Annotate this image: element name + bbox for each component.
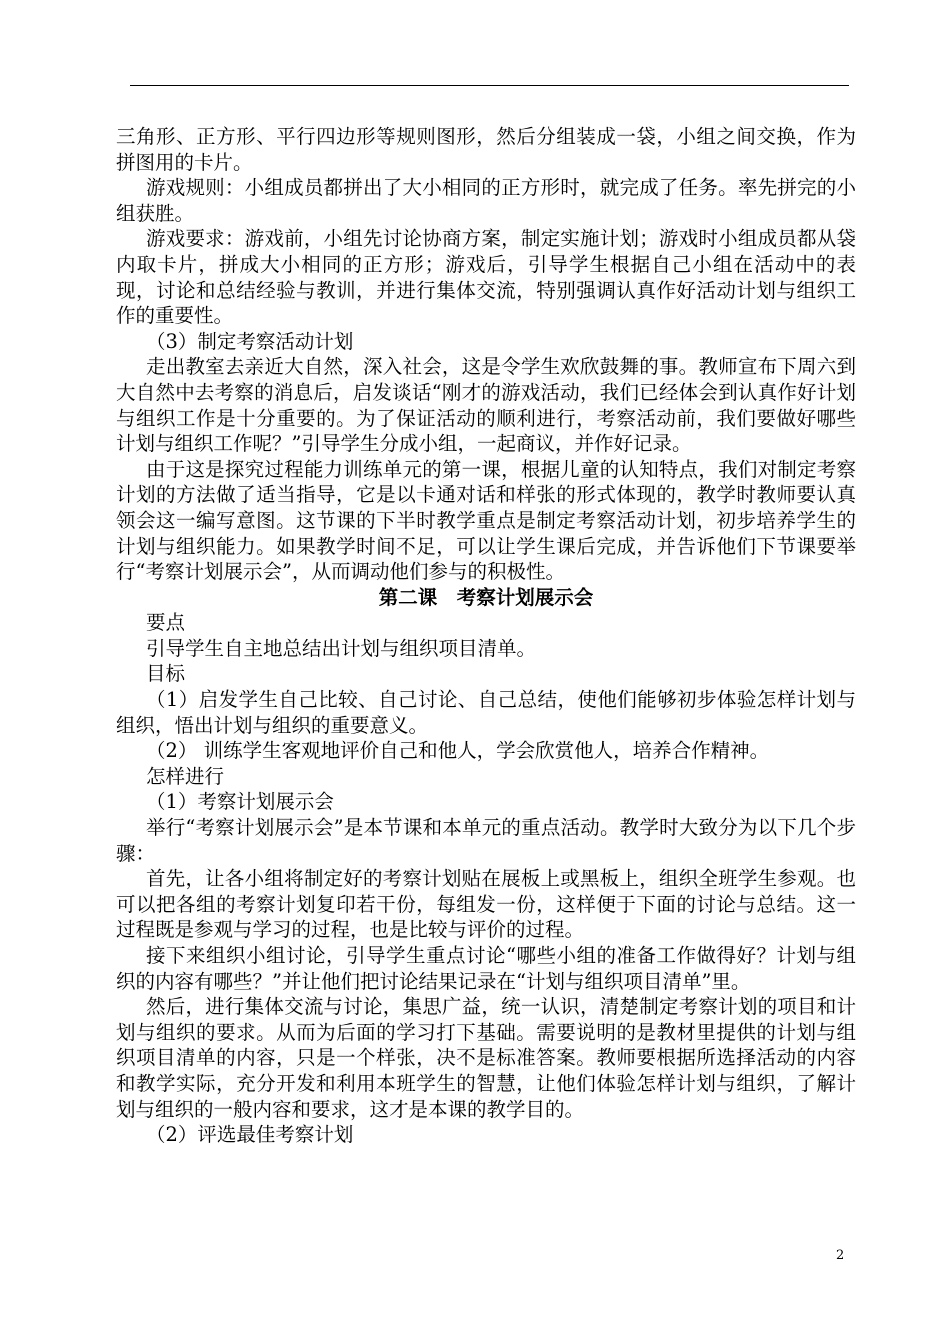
section-title-lesson-two: 第二课 考察计划展示会 (378, 585, 594, 609)
subheading-best-plan: （2）评选最佳考察计划 (146, 1123, 354, 1147)
paragraph-key-points: 引导学生自主地总结出计划与组织项目清单。 (146, 636, 537, 660)
document-body (116, 124, 856, 1148)
paragraph-goal-1: （1）启发学生自己比较、自己讨论、自己总结，使他们能够初步体验怎样计划与组织，悟出计划与组织的重要意义。 (116, 688, 856, 737)
label-how-to-proceed: 怎样进行 (146, 764, 225, 788)
paragraph-game-rules: 游戏规则：小组成员都拼出了大小相同的正方形时，就完成了任务。率先拼完的小组获胜。 (116, 176, 856, 225)
header-rule (130, 85, 849, 86)
paragraph-first-lesson-note: 由于这是探究过程能力训练单元的第一课，根据儿童的认知特点，我们对制定考察计划的方法做了适当指导，它是以卡通对话和样张的形式体现的，教学时教师要认真领会这一编写意图。这节课的下半时教学重点是制定考察活动计划，初步培养学生的计划与组织能力。如果教学时间不足，可以让学生课后完成，并告诉他们下节课要举行“考察计划展示会”，从而调动他们参与的积极性。 (116, 457, 856, 584)
paragraph-game-requirements: 游戏要求：游戏前，小组先讨论协商方案，制定实施计划；游戏时小组成员都从袋内取卡片，拼成大小相同的正方形；游戏后，引导学生根据自己小组在活动中的表现，讨论和总结经验与教训，并进行集体交流，特别强调认真作好活动计划与组织工作的重要性。 (116, 227, 856, 328)
paragraph-goal-2: （2） 训练学生客观地评价自己和他人，学会欣赏他人，培养合作精神。 (146, 739, 770, 763)
paragraph-exhibition-intro: 举行“考察计划展示会”是本节课和本单元的重点活动。教学时大致分为以下几个步骤： (116, 816, 856, 865)
paragraph-step-then: 然后，进行集体交流与讨论，集思广益，统一认识，清楚制定考察计划的项目和计划与组织的要求。从而为后面的学习打下基础。需要说明的是教材里提供的计划与组织项目清单的内容，只是一个样张，决不是标准答案。教师要根据所选择活动的内容和教学实际，充分开发和利用本班学生的智慧，让他们体验怎样计划与组织，了解计划与组织的一般内容和要求，这才是本课的教学目的。 (116, 995, 856, 1121)
label-goals: 目标 (146, 662, 186, 686)
paragraph-card-materials: 三角形、正方形、平行四边形等规则图形，然后分组装成一袋，小组之间交换，作为拼图用的卡片。 (116, 125, 856, 174)
paragraph-step-next: 接下来组织小组讨论，引导学生重点讨论“哪些小组的准备工作做得好？计划与组织的内容有哪些？”并让他们把讨论结果记录在“计划与组织项目清单”里。 (116, 944, 856, 993)
subheading-plan-exhibition: （1）考察计划展示会 (146, 790, 334, 814)
paragraph-field-trip: 走出教室去亲近大自然，深入社会，这是令学生欢欣鼓舞的事。教师宣布下周六到大自然中去考察的消息后，启发谈话“刚才的游戏活动，我们已经体会到认真作好计划与组织工作是十分重要的。为了保证活动的顺利进行，考察活动前，我们要做好哪些计划与组织工作呢？”引导学生分成小组，一起商议，并作好记录。 (116, 355, 856, 456)
paragraph-step-first: 首先，让各小组将制定好的考察计划贴在展板上或黑板上，组织全班学生参观。也可以把各组的考察计划复印若干份，每组发一份，这样便于下面的讨论与总结。这一过程既是参观与学习的过程，也是比较与评价的过程。 (116, 867, 856, 942)
label-key-points: 要点 (146, 611, 186, 635)
subheading-make-plan: （3）制定考察活动计划 (146, 329, 354, 353)
page-number: 2 (836, 1248, 845, 1263)
